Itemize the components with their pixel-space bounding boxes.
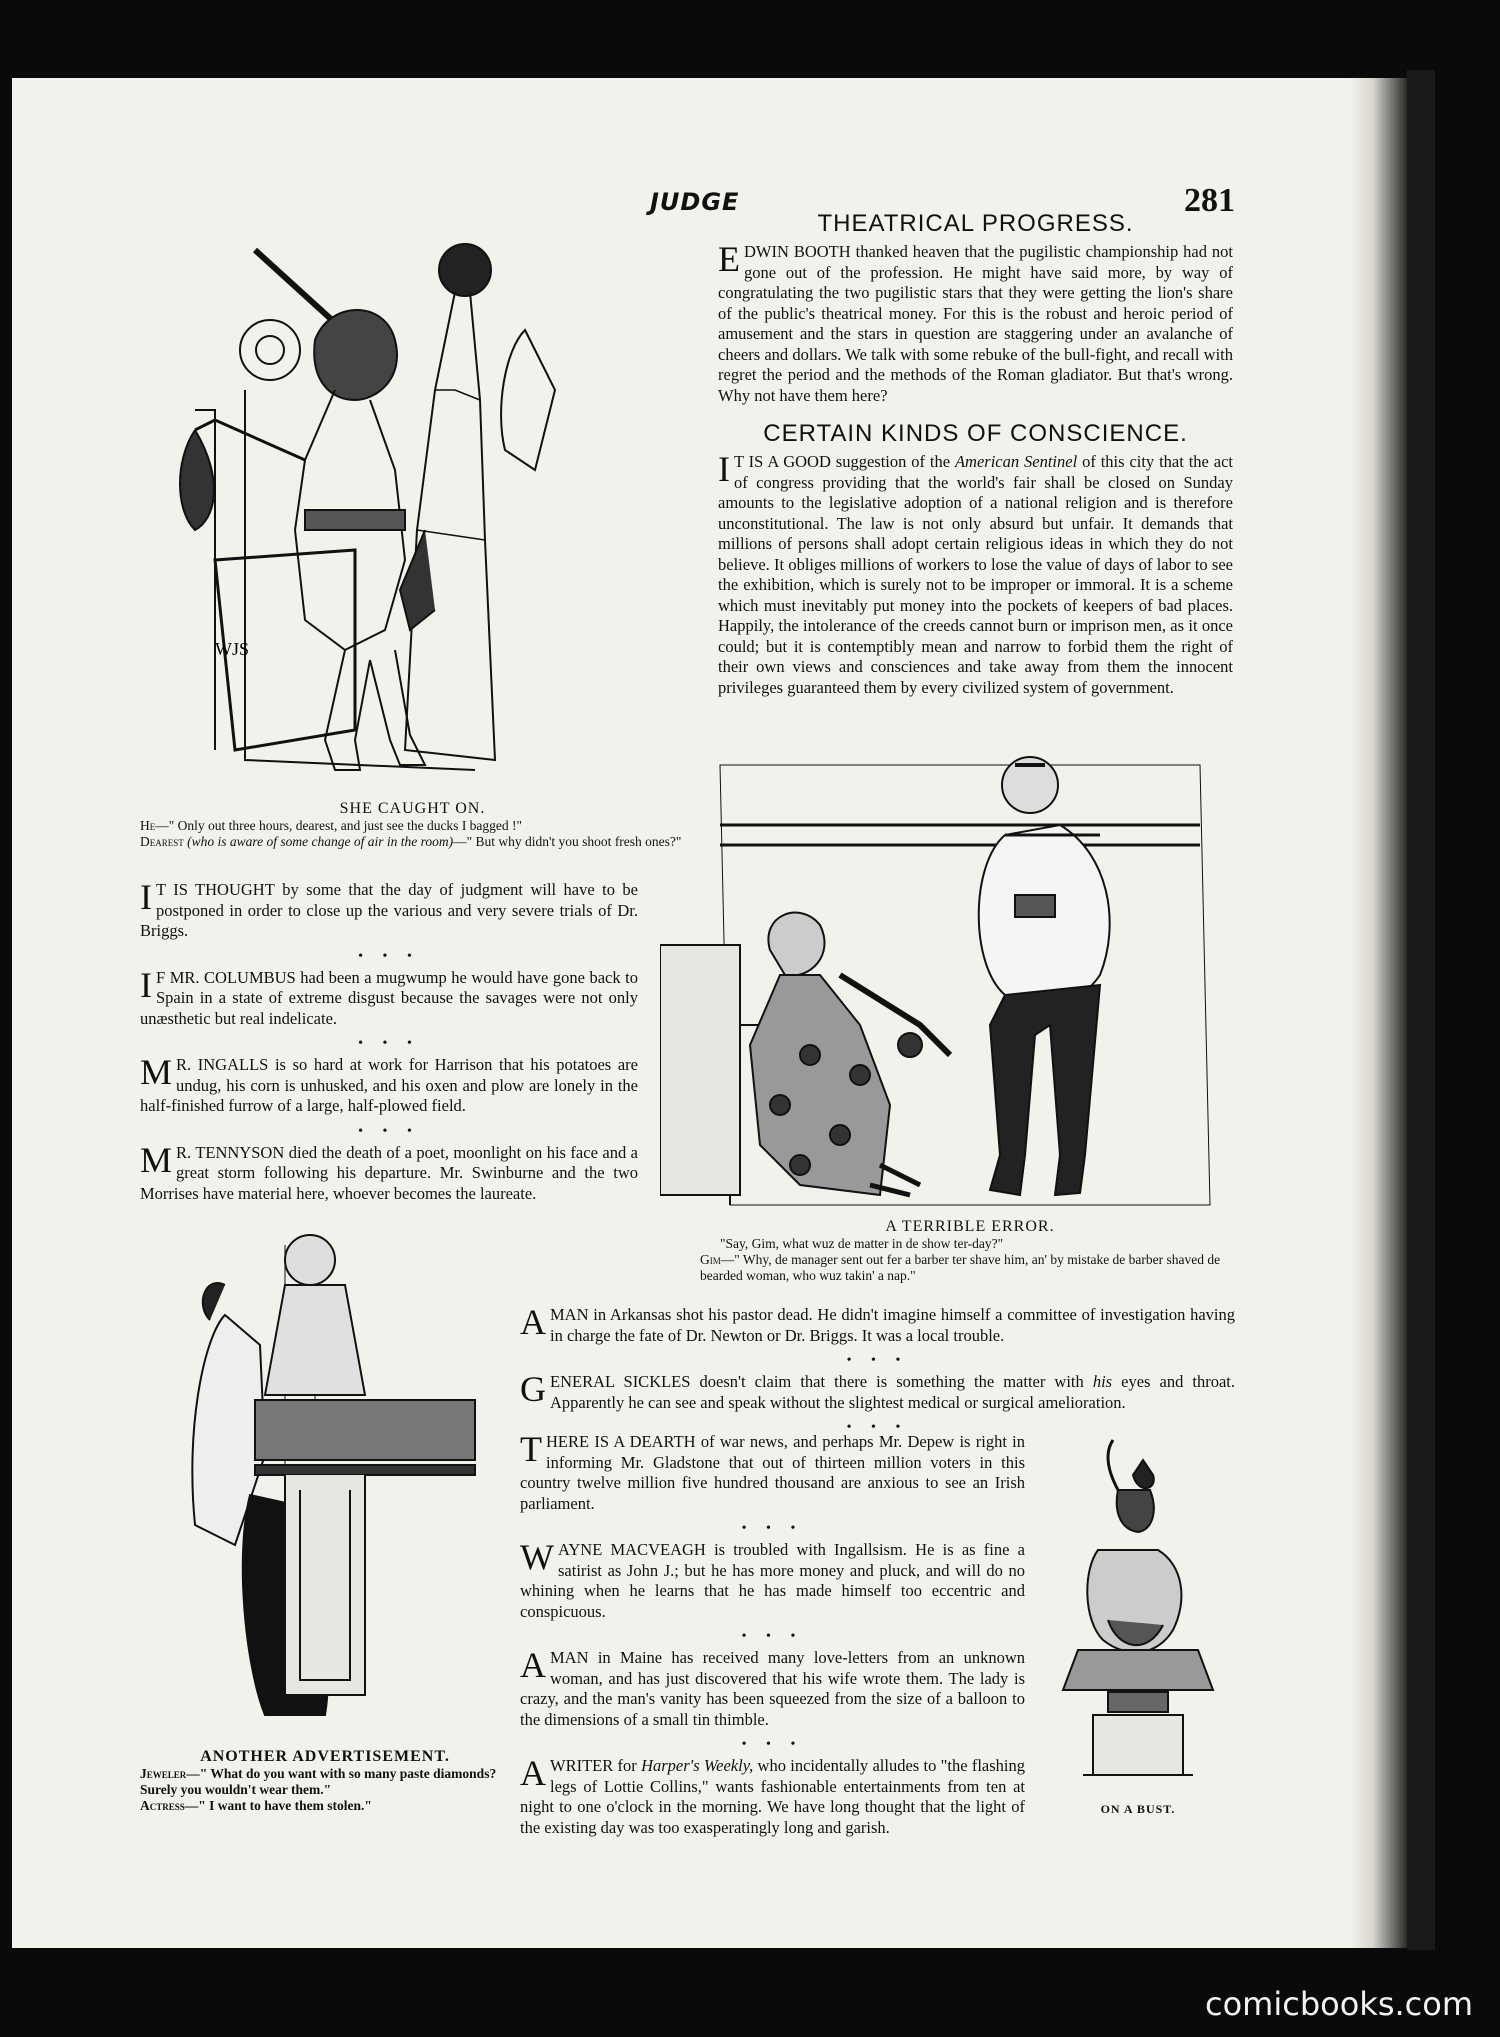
paragraph <box>520 1756 1025 1838</box>
paragraph-text: of war news, and perhaps Mr. Depew is right in informing Mr. Gladstone that out of thirteen million voters in this country twelve million five hundred thousand are anxious to see an Irish parliament. <box>520 1432 1025 1513</box>
drop-cap: W <box>520 1540 554 1577</box>
lead-in: WRITER <box>550 1756 614 1775</box>
dialogue-text: —" Only out three hours, dearest, and just see the ducks I bagged !" <box>155 818 523 833</box>
lead-in: R. TENNYSON <box>176 1142 285 1162</box>
drop-cap: T <box>520 1432 542 1469</box>
separator: • • • <box>741 1737 804 1752</box>
drop-cap: G <box>520 1372 546 1409</box>
drop-cap: M <box>140 1055 173 1092</box>
paragraph-text: for <box>613 1756 642 1775</box>
caption-terrible-error <box>700 1218 1240 1284</box>
caption-she-caught-on <box>140 800 685 850</box>
paragraph <box>520 1648 1025 1730</box>
stage-direction: (who is aware of some change of air in the room) <box>183 834 454 849</box>
publication-name: Harper's Weekly, <box>641 1756 754 1775</box>
speaker-label: Actress <box>140 1798 185 1813</box>
dialogue-text: "Say, Gim, what wuz de matter in de show ter-day?" <box>720 1236 1004 1251</box>
lead-in: HERE IS A DEARTH <box>546 1432 696 1451</box>
paragraph <box>520 1540 1025 1622</box>
caption-title: A TERRIBLE ERROR. <box>885 1218 1055 1235</box>
separator: • • • <box>358 948 420 964</box>
caption-title: ANOTHER ADVERTISEMENT. <box>200 1748 450 1765</box>
lead-in: F MR. COLUMBUS <box>156 967 296 987</box>
page-edge <box>1407 70 1435 1950</box>
lead-in: DWIN BOOTH <box>744 242 851 261</box>
paragraph-text: doesn't claim that there is something the matter with <box>690 1372 1093 1391</box>
speaker-label: Dearest <box>140 834 184 849</box>
lead-in: T IS THOUGHT <box>156 880 275 899</box>
paragraph <box>520 1372 1235 1413</box>
paragraph <box>140 1143 638 1205</box>
left-column-paragraphs <box>140 880 638 1212</box>
paragraph-text: who incidentally alludes to "the flashing legs of Lottie Collins," wants fashionable entertainments from ten at night to one o'clock in the morning. We have long thought that the light of the existing day was too exasperatingly long and garish. <box>520 1756 1025 1837</box>
lead-in: AYNE MACVEAGH <box>557 1540 706 1559</box>
drop-cap: A <box>520 1305 546 1342</box>
drop-cap: M <box>140 1142 173 1180</box>
masthead: JUDGE <box>650 188 740 216</box>
drop-cap: A <box>520 1648 546 1685</box>
separator: • • • <box>846 1353 909 1368</box>
illustration-hunter-and-lady <box>155 230 675 790</box>
caption-dialogue <box>140 1766 510 1814</box>
paragraph-text: had been a mugwump he would have gone back to Spain in a state of extreme disgust because the savages were not only unæsthetic but real indelicate. <box>140 967 638 1028</box>
paragraph <box>140 968 638 1030</box>
paragraph-text: in Maine has received many love-letters from an unknown woman, and has just discovered that his wife wrote them. The lady is crazy, and the man's vanity has been squeezed from the size of a balloon to the dimensions of a small tin thimble. <box>520 1648 1025 1729</box>
article-title: CERTAIN KINDS OF CONSCIENCE. <box>763 420 1188 447</box>
lead-in: MAN <box>550 1648 589 1667</box>
dialogue-text: —" Why, de manager sent out fer a barber ter shave him, an' by mistake de barber shaved de bearded woman, who wuz takin' a nap." <box>700 1252 1221 1283</box>
lead-in: R. INGALLS <box>176 1055 269 1074</box>
caption-title: SHE CAUGHT ON. <box>339 800 486 817</box>
dialogue-text: —" What do you want with so many paste diamonds? Surely you wouldn't wear them." <box>140 1766 497 1797</box>
drop-cap: A <box>520 1756 546 1793</box>
illustration-jeweler-and-actress <box>165 1225 500 1735</box>
separator: • • • <box>846 1420 909 1435</box>
dialogue-text: —" But why didn't you shoot fresh ones?" <box>453 834 682 849</box>
article-title: THEATRICAL PROGRESS. <box>817 210 1134 237</box>
article-body <box>718 239 1234 406</box>
separator: • • • <box>358 1123 420 1139</box>
paragraphs-lower-right <box>520 1432 1025 1846</box>
drop-cap: I <box>718 449 730 489</box>
caption-on-a-bust: ON A BUST. <box>1100 1802 1176 1816</box>
illustration-clown-and-strongman <box>660 725 1230 1215</box>
paragraph <box>520 1305 1235 1346</box>
watermark: comicbooks.com <box>1205 1985 1474 2023</box>
article-body <box>718 449 1233 698</box>
dialogue-text: —" I want to have them stolen." <box>184 1798 372 1813</box>
drop-cap: I <box>140 880 152 917</box>
artist-signature: WJS <box>215 639 250 659</box>
paragraphs-upper-right <box>520 1305 1235 1439</box>
article-text: suggestion of the <box>830 452 955 471</box>
separator: • • • <box>741 1521 804 1536</box>
article-text: of this city that the act of congress providing that the world's fair shall be closed on Sunday amounts to the legislative adoption of a national religion and is therefore unconstitutional. The law is not only absurd but unfair. It demands that millions of persons shall adopt certain religious ideas in which they do not believe. It obliges millions of workers to lose the value of days of labor to see the exhibition, which is surely not to be improper or immoral. It is a scheme which must inevitably put money into the pockets of keepers of bad places. Happily, the intolerance of the creeds cannot burn or imprison men, as it once could; but it is contemptibly mean and narrow to forbid them the right of their own views and consciences and take away from them the innocent privileges guaranteed them by every civilized system of government. <box>718 452 1233 697</box>
paragraph-text: in Arkansas shot his pastor dead. He didn't imagine himself a committee of investigation having in charge the fate of Dr. Newton or Dr. Briggs. It was a local trouble. <box>550 1305 1235 1345</box>
paragraph <box>520 1432 1025 1514</box>
lead-in: MAN <box>550 1305 589 1324</box>
article-certain-kinds-of-conscience <box>718 420 1233 698</box>
caption-dialogue <box>140 818 685 850</box>
speaker-label: Jeweler <box>140 1766 187 1781</box>
page-number: 281 <box>1184 182 1235 219</box>
paragraph <box>140 880 638 942</box>
paragraph-text: eyes and throat. Apparently he can see and speak without the slightest medical or surgical amelioration. <box>550 1372 1235 1412</box>
publication-name: American Sentinel <box>954 452 1078 471</box>
illustration-cat-on-bust <box>1038 1420 1238 1800</box>
lead-in: T IS A GOOD <box>734 452 831 471</box>
paragraph <box>140 1055 638 1117</box>
separator: • • • <box>741 1629 804 1644</box>
paragraph-text: by some that the day of judgment will have to be postponed in order to close up the various and very severe trials of Dr. Briggs. <box>140 880 638 940</box>
drop-cap: E <box>718 239 740 279</box>
caption-dialogue <box>700 1236 1240 1284</box>
lead-in: ENERAL SICKLES <box>550 1372 691 1391</box>
speaker-label: Gim <box>700 1252 721 1267</box>
separator: • • • <box>358 1036 420 1051</box>
paragraph-text: died the death of a poet, moonlight on his face and a great storm following his departure. Mr. Swinburne and the two Morrises have material here, whoever becomes the laureate. <box>140 1142 638 1203</box>
drop-cap: I <box>140 967 152 1005</box>
emphasis: his <box>1092 1372 1113 1391</box>
caption-another-advertisement <box>140 1748 510 1814</box>
paragraph-text: is so hard at work for Harrison that his potatoes are undug, his corn is unhusked, and his oxen and plow are lonely in the half-finished furrow of a large, half-plowed field. <box>140 1055 638 1115</box>
speaker-label: He <box>140 818 156 833</box>
article-theatrical-progress <box>718 210 1233 406</box>
article-text: thanked heaven that the pugilistic championship had not gone out of the profession. He might have said more, by way of congratulating the two pugilistic stars that they were getting the lion's share of the public's theatrical money. For this is the robust and heroic period of amusement and the stars in question are staggering under an avalanche of cheers and dollars. We talk with some rebuke of the bull-fight, and recall with regret the period and the methods of the Roman gladiator. But that's wrong. Why not have them here? <box>718 242 1234 405</box>
paragraph-text: is troubled with Ingallsism. He is as fine a satirist as John J.; but he has more money and pluck, and will do no whining when he learns that he has made himself too eccentric and conspicuous. <box>520 1540 1025 1621</box>
page-shadow <box>1350 78 1407 1948</box>
